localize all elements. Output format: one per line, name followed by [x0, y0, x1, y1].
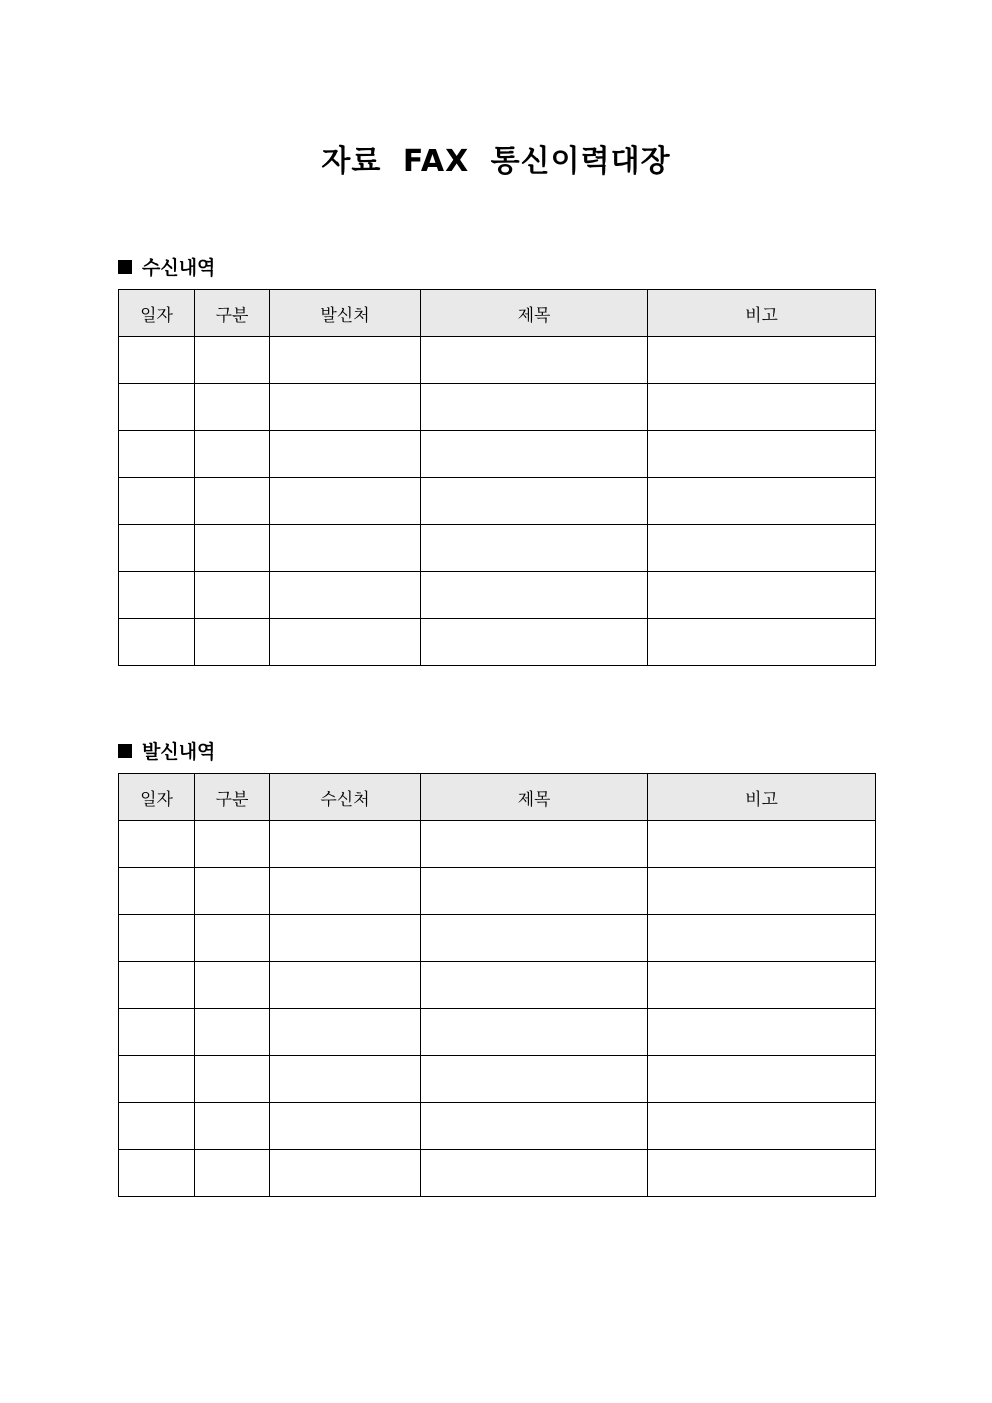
column-header-date: 일자 [119, 774, 195, 821]
table-cell [270, 619, 421, 666]
table-cell [119, 431, 195, 478]
square-bullet-icon [118, 260, 132, 274]
table-cell [195, 384, 270, 431]
table-row [119, 1103, 876, 1150]
table-cell [421, 868, 648, 915]
table-cell [648, 1009, 876, 1056]
table-cell [421, 384, 648, 431]
table-cell [421, 962, 648, 1009]
table-row [119, 821, 876, 868]
square-bullet-icon [118, 744, 132, 758]
table-cell [119, 384, 195, 431]
table-cell [648, 915, 876, 962]
table-cell [421, 525, 648, 572]
table-row [119, 915, 876, 962]
received-section-heading [118, 253, 215, 280]
column-header-type: 구분 [195, 290, 270, 337]
table-cell [421, 1150, 648, 1197]
table-cell [421, 572, 648, 619]
table-cell [195, 868, 270, 915]
received-header-row [119, 290, 876, 337]
table-cell [195, 1103, 270, 1150]
table-cell [648, 821, 876, 868]
table-cell [195, 478, 270, 525]
table-cell [119, 525, 195, 572]
table-cell [648, 478, 876, 525]
table-cell [119, 619, 195, 666]
table-row [119, 525, 876, 572]
table-cell [270, 525, 421, 572]
column-header-recipient: 수신처 [270, 774, 421, 821]
table-cell [195, 962, 270, 1009]
table-row [119, 572, 876, 619]
table-cell [119, 337, 195, 384]
table-cell [648, 572, 876, 619]
table-cell [421, 478, 648, 525]
table-row [119, 619, 876, 666]
table-cell [119, 821, 195, 868]
table-row [119, 478, 876, 525]
table-cell [119, 1009, 195, 1056]
table-cell [648, 431, 876, 478]
table-row [119, 431, 876, 478]
table-cell [270, 962, 421, 1009]
table-cell [648, 384, 876, 431]
table-cell [119, 478, 195, 525]
table-cell [648, 1103, 876, 1150]
table-cell [119, 1150, 195, 1197]
table-row [119, 337, 876, 384]
table-cell [270, 337, 421, 384]
table-cell [648, 619, 876, 666]
table-cell [421, 337, 648, 384]
column-header-remarks: 비고 [648, 774, 876, 821]
table-cell [648, 868, 876, 915]
table-row [119, 868, 876, 915]
table-cell [421, 821, 648, 868]
table-cell [119, 1103, 195, 1150]
column-header-subject: 제목 [421, 774, 648, 821]
table-cell [270, 431, 421, 478]
table-row [119, 1056, 876, 1103]
table-cell [648, 1150, 876, 1197]
column-header-date: 일자 [119, 290, 195, 337]
table-row [119, 962, 876, 1009]
table-cell [270, 572, 421, 619]
table-cell [421, 1009, 648, 1056]
table-cell [195, 915, 270, 962]
table-cell [270, 384, 421, 431]
sent-heading-label: 발신내역 [142, 741, 216, 763]
table-cell [270, 478, 421, 525]
table-cell [195, 431, 270, 478]
table-cell [195, 1009, 270, 1056]
document-title: 자료 FAX 통신이력대장 [321, 144, 671, 179]
table-row [119, 384, 876, 431]
table-cell [648, 525, 876, 572]
column-header-subject: 제목 [421, 290, 648, 337]
table-cell [648, 337, 876, 384]
table-cell [195, 821, 270, 868]
table-cell [195, 572, 270, 619]
table-cell [195, 1056, 270, 1103]
sent-table-body [119, 821, 876, 1197]
table-cell [119, 868, 195, 915]
table-cell [648, 1056, 876, 1103]
table-cell [270, 1009, 421, 1056]
column-header-remarks: 비고 [648, 290, 876, 337]
table-cell [119, 962, 195, 1009]
received-table-body [119, 337, 876, 666]
table-cell [270, 821, 421, 868]
table-row [119, 1009, 876, 1056]
column-header-type: 구분 [195, 774, 270, 821]
sent-header-row [119, 774, 876, 821]
table-cell [195, 619, 270, 666]
table-cell [119, 915, 195, 962]
table-cell [119, 572, 195, 619]
table-cell [648, 962, 876, 1009]
table-cell [421, 1103, 648, 1150]
column-header-sender: 발신처 [270, 290, 421, 337]
sent-section-heading [118, 737, 215, 764]
table-cell [119, 1056, 195, 1103]
table-cell [421, 915, 648, 962]
table-cell [421, 619, 648, 666]
table-cell [270, 1056, 421, 1103]
table-row [119, 1150, 876, 1197]
table-cell [195, 1150, 270, 1197]
table-cell [421, 431, 648, 478]
table-cell [270, 1103, 421, 1150]
table-cell [421, 1056, 648, 1103]
table-cell [270, 915, 421, 962]
table-cell [195, 337, 270, 384]
table-cell [195, 525, 270, 572]
table-cell [270, 868, 421, 915]
received-heading-label: 수신내역 [142, 257, 216, 279]
sent-table [118, 773, 876, 1197]
received-table [118, 289, 876, 666]
table-cell [270, 1150, 421, 1197]
